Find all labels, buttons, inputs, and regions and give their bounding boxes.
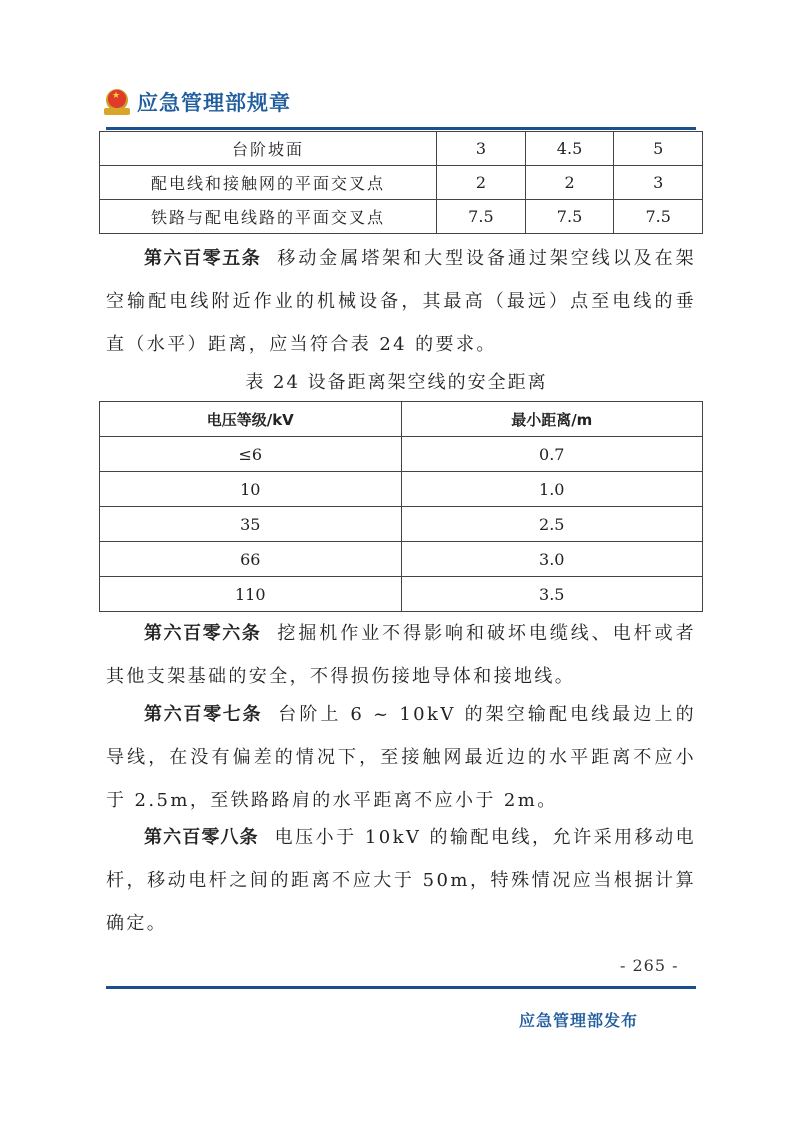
safety-distance-table (99, 401, 703, 612)
header-title: 应急管理部规章 (137, 91, 291, 115)
cell-value: 7.5 (614, 200, 703, 234)
row-label: 台阶坡面 (100, 132, 437, 166)
article-605 (106, 237, 696, 366)
article-text: 移动金属塔架和大型设备通过架空线以及在架空输配电线附近作业的机械设备，其最高（最远）点至电线的垂直（水平）距离，应当符合表 24 的要求。 (106, 248, 696, 355)
distance-cell: 3.5 (401, 577, 702, 612)
cell-value: 2 (525, 166, 614, 200)
article-title: 第六百零五条 (144, 248, 262, 269)
cell-value: 3 (614, 166, 703, 200)
column-header: 电压等级/kV (100, 402, 402, 437)
cell-value: 4.5 (525, 132, 614, 166)
table-header-row (100, 402, 703, 437)
voltage-cell: 35 (100, 507, 402, 542)
header-divider (106, 127, 696, 130)
table-row (100, 200, 703, 234)
distance-cell: 2.5 (401, 507, 702, 542)
article-title: 第六百零六条 (144, 623, 262, 644)
voltage-cell: 110 (100, 577, 402, 612)
table-row (100, 507, 703, 542)
table-row (100, 577, 703, 612)
table-row (100, 542, 703, 577)
distance-cell: 0.7 (401, 437, 702, 472)
voltage-cell: 66 (100, 542, 402, 577)
table-row (100, 132, 703, 166)
article-title: 第六百零八条 (144, 827, 259, 848)
national-emblem-icon: ★ (103, 88, 131, 116)
column-header: 最小距离/m (401, 402, 702, 437)
article-608 (106, 816, 696, 945)
voltage-cell: ≤6 (100, 437, 402, 472)
distance-cell: 3.0 (401, 542, 702, 577)
voltage-cell: 10 (100, 472, 402, 507)
article-text: 电压小于 10kV 的输配电线，允许采用移动电杆，移动电杆之间的距离不应大于 50m，特殊情况应当根据计算确定。 (106, 827, 697, 934)
distance-cell: 1.0 (401, 472, 702, 507)
table-row (100, 166, 703, 200)
table-row (100, 437, 703, 472)
footer-divider (106, 986, 696, 989)
footer-publisher: 应急管理部发布 (519, 1011, 639, 1030)
row-label: 铁路与配电线路的平面交叉点 (100, 200, 437, 234)
cell-value: 5 (614, 132, 703, 166)
page-header (103, 84, 291, 120)
article-title: 第六百零七条 (144, 704, 263, 725)
cell-value: 2 (437, 166, 526, 200)
continued-table (99, 131, 703, 234)
table-caption: 表 24 设备距离架空线的安全距离 (245, 372, 548, 393)
cell-value: 3 (437, 132, 526, 166)
article-text: 台阶上 6 ~ 10kV 的架空输配电线最边上的导线，在没有偏差的情况下，至接触网最近边的水平距离不应小于 2.5m，至铁路路肩的水平距离不应小于 2m。 (106, 704, 696, 811)
article-607 (106, 693, 696, 822)
article-606 (106, 612, 696, 698)
cell-value: 7.5 (525, 200, 614, 234)
table-row (100, 472, 703, 507)
row-label: 配电线和接触网的平面交叉点 (100, 166, 437, 200)
page-number: - 265 - (620, 956, 679, 975)
article-text: 挖掘机作业不得影响和破坏电缆线、电杆或者其他支架基础的安全，不得损伤接地导体和接地线。 (106, 623, 696, 687)
cell-value: 7.5 (437, 200, 526, 234)
